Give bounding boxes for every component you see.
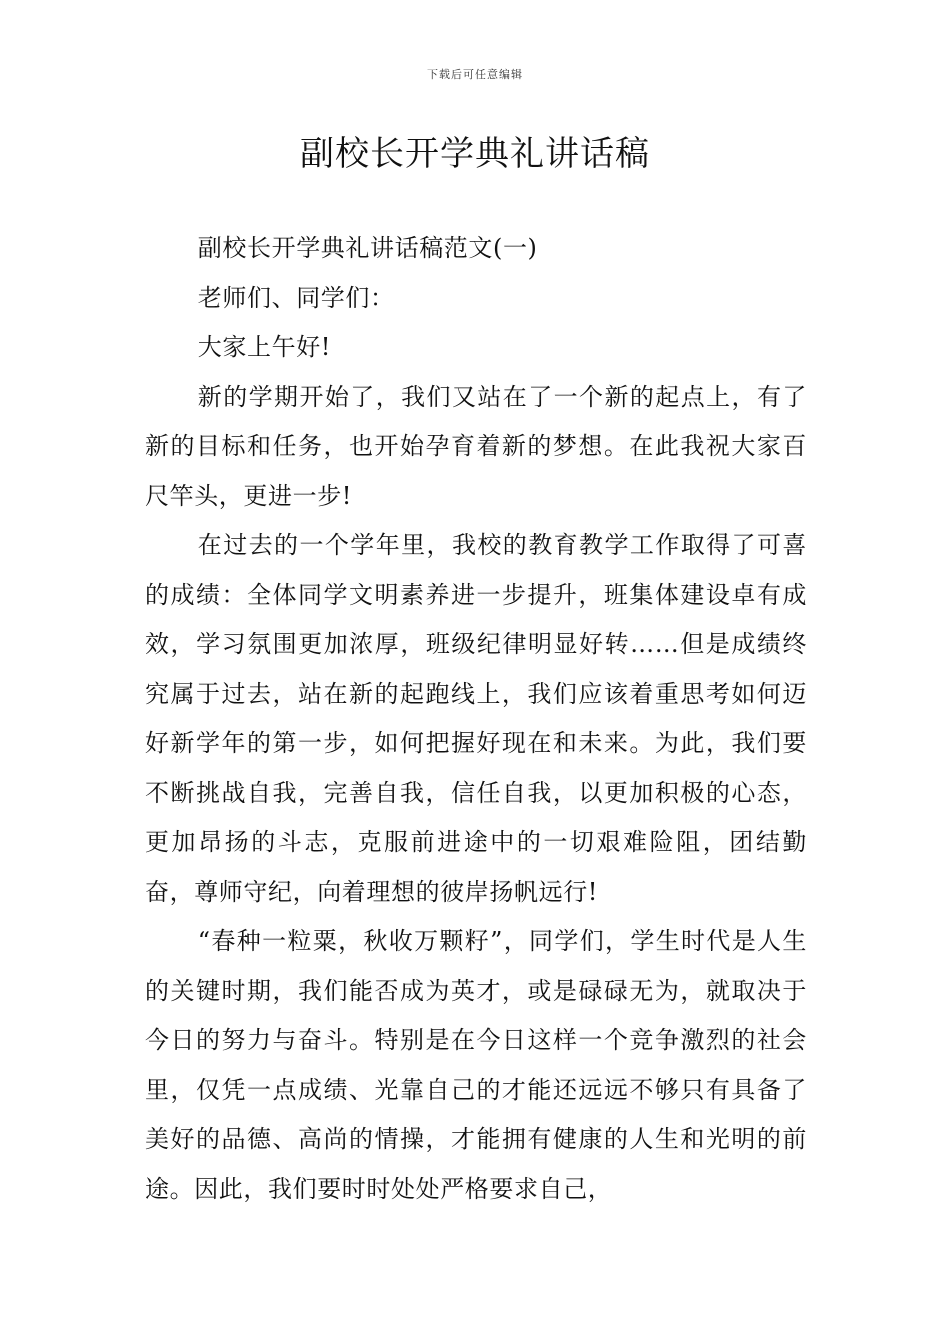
document-body (145, 224, 807, 1214)
document-title: 副校长开学典礼讲话稿 (300, 134, 650, 174)
body-paragraph: 新的学期开始了，我们又站在了一个新的起点上，有了新的目标和任务，也开始孕育着新的梦想。在此我祝大家百尺竿头，更进一步! (145, 382, 807, 510)
body-paragraph: “春种一粒粟，秋收万颗籽”，同学们，学生时代是人生的关键时期，我们能否成为英才，或是碌碌无为，就取决于今日的努力与奋斗。特别是在今日这样一个竞争激烈的社会里，仅凭一点成绩、光靠自己的才能还远远不够只有具备了美好的品德、高尚的情操，才能拥有健康的人生和光明的前途。因此，我们要时时处处严格要求自己， (145, 927, 807, 1203)
body-paragraph: 在过去的一个学年里，我校的教育教学工作取得了可喜的成绩：全体同学文明素养进一步提升，班集体建设卓有成效，学习氛围更加浓厚，班级纪律明显好转……但是成绩终究属于过去，站在新的起跑线上，我们应该着重思考如何迈好新学年的第一步，如何把握好现在和未来。为此，我们要不断挑战自我，完善自我，信任自我，以更加积极的心态，更加昂扬的斗志，克服前进途中的一切艰难险阻，团结勤奋，尊师守纪，向着理想的彼岸扬帆远行! (145, 531, 807, 906)
greeting-paragraph: 大家上午好! (197, 333, 332, 361)
header-note: 下载后可任意编辑 (427, 68, 523, 81)
subtitle-paragraph: 副校长开学典礼讲话稿范文(一) (197, 234, 538, 262)
salutation-paragraph: 老师们、同学们： (197, 283, 395, 312)
